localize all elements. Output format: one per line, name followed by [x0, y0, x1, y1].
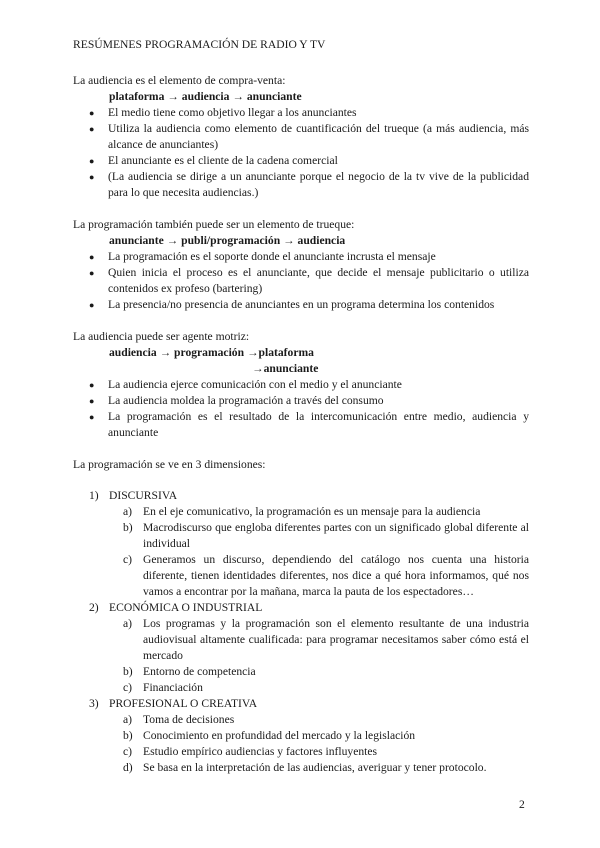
- section-heading: [89, 696, 529, 712]
- section-number: 3): [89, 697, 99, 710]
- list-item: ● (La audiencia se dirige a un anunciante porque el negocio de la tv vive de la publicidad para lo que necesita audiencias.): [89, 169, 529, 201]
- dimensions-intro: La programación se ve en 3 dimensiones:: [73, 458, 266, 471]
- item-letter: a): [123, 505, 133, 518]
- section-item-list: [89, 616, 529, 696]
- list-item: [89, 728, 529, 744]
- item-text: Conocimiento en profundidad del mercado y la legislación: [143, 729, 416, 742]
- list-item: [89, 680, 529, 696]
- list-item: [89, 664, 529, 680]
- item-text: Financiación: [143, 681, 203, 694]
- list-item: ● Quien inicia el proceso es el anunciante, que decide el mensaje publicitario o utiliza contenidos ex profeso (bartering): [89, 265, 529, 297]
- item-letter: c): [123, 681, 133, 694]
- page-header: RESÚMENES PROGRAMACIÓN DE RADIO Y TV: [73, 38, 326, 51]
- section-discursiva: [89, 488, 529, 600]
- item-letter: b): [123, 665, 133, 678]
- section-number: 1): [89, 489, 99, 502]
- list-item: [89, 616, 529, 664]
- list-item: ● La programación es el resultado de la intercomunicación entre medio, audiencia y anunciante: [89, 409, 529, 441]
- section-title: DISCURSIVA: [109, 489, 178, 502]
- section-title: PROFESIONAL O CREATIVA: [109, 697, 258, 710]
- item-text: Generamos un discurso, dependiendo del catálogo nos cuenta una historia diferente, tienen identidades diferentes, nos dice a qué hora informamos, qué nos vamos a encontrar por la mañana, marca la pauta de los espectadores…: [143, 553, 529, 598]
- item-text: Toma de decisiones: [143, 713, 235, 726]
- block3-flow-line1: audiencia → programación →plataforma: [109, 346, 314, 359]
- section-economica: [89, 600, 529, 696]
- item-text: Los programas y la programación son el elemento resultante de una industria audiovisual altamente cualificada: para programar necesitamos saber cómo está el mercado: [143, 617, 529, 662]
- list-item: ● La audiencia ejerce comunicación con el medio y el anunciante: [89, 377, 529, 393]
- item-letter: b): [123, 521, 133, 534]
- block3-bullet-list: [89, 377, 529, 441]
- item-text: Estudio empírico audiencias y factores influyentes: [143, 745, 378, 758]
- item-letter: c): [123, 553, 133, 566]
- item-letter: a): [123, 713, 133, 726]
- list-item: ● La programación es el soporte donde el anunciante incrusta el mensaje: [89, 249, 529, 265]
- list-item: ● Utiliza la audiencia como elemento de cuantificación del trueque (a más audiencia, más alcance de anunciantes): [89, 121, 529, 153]
- list-item: [89, 552, 529, 600]
- item-letter: b): [123, 729, 133, 742]
- list-item: [89, 712, 529, 728]
- section-number: 2): [89, 601, 99, 614]
- item-text: Se basa en la interpretación de las audiencias, averiguar y tener protocolo.: [143, 761, 487, 774]
- block1-bullet-list: [89, 105, 529, 201]
- list-item: [89, 744, 529, 760]
- item-text: Macrodiscurso que engloba diferentes partes con un significado global diferente al individual: [143, 521, 529, 550]
- item-letter: d): [123, 761, 133, 774]
- list-item: ● La presencia/no presencia de anunciantes en un programa determina los contenidos: [89, 297, 529, 313]
- block3-intro: La audiencia puede ser agente motriz:: [73, 330, 250, 343]
- section-item-list: [89, 712, 529, 776]
- section-item-list: [89, 504, 529, 600]
- section-heading: [89, 488, 529, 504]
- item-text: Entorno de competencia: [143, 665, 256, 678]
- section-heading: [89, 600, 529, 616]
- list-item: [89, 520, 529, 552]
- section-profesional: [89, 696, 529, 776]
- list-item: ● El medio tiene como objetivo llegar a los anunciantes: [89, 105, 529, 121]
- list-item: [89, 760, 529, 776]
- block2-flow: anunciante → publi/programación → audiencia: [109, 234, 346, 247]
- page-number: 2: [519, 798, 525, 811]
- list-item: ● El anunciante es el cliente de la cadena comercial: [89, 153, 529, 169]
- list-item: [89, 504, 529, 520]
- section-title: ECONÓMICA O INDUSTRIAL: [109, 601, 263, 614]
- block1-intro: La audiencia es el elemento de compra-venta:: [73, 74, 286, 87]
- block3-flow-line2: →anunciante: [252, 362, 319, 375]
- item-letter: a): [123, 617, 133, 630]
- item-letter: c): [123, 745, 133, 758]
- item-text: En el eje comunicativo, la programación es un mensaje para la audiencia: [143, 505, 481, 518]
- block2-intro: La programación también puede ser un elemento de trueque:: [73, 218, 355, 231]
- block2-bullet-list: [89, 249, 529, 313]
- block1-flow: plataforma → audiencia → anunciante: [109, 90, 302, 103]
- list-item: ● La audiencia moldea la programación a través del consumo: [89, 393, 529, 409]
